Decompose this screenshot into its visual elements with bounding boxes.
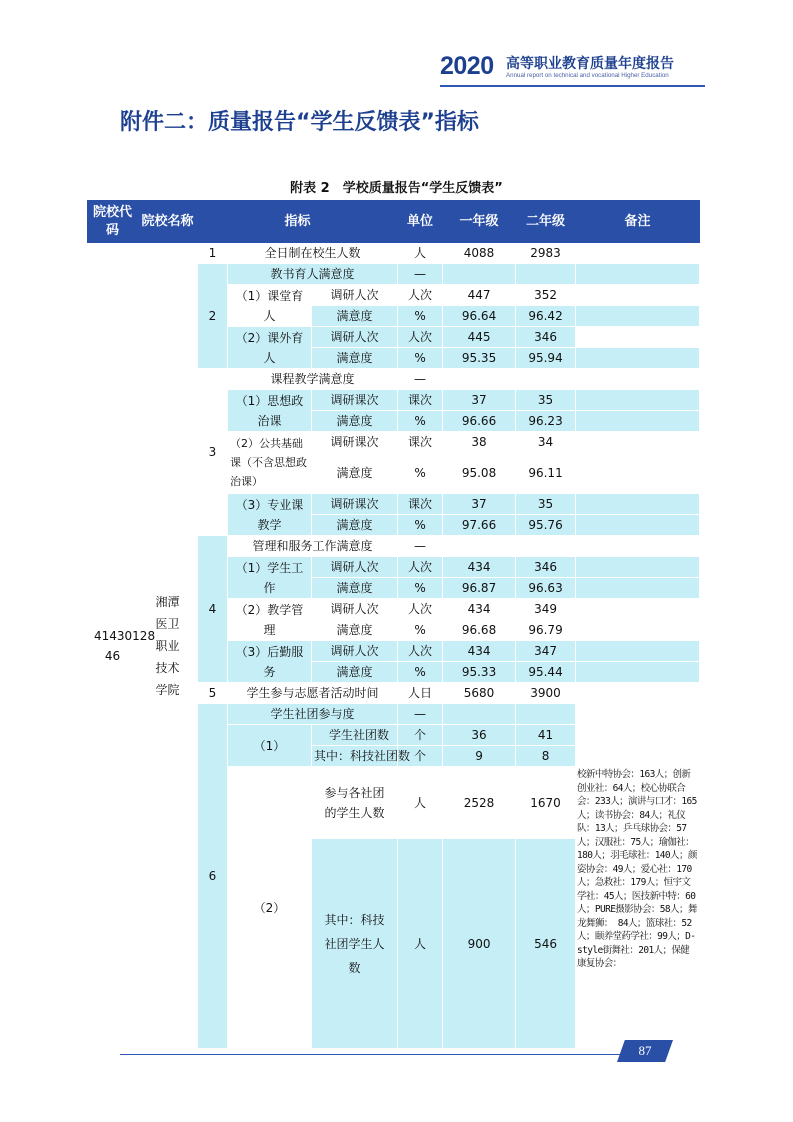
unit-cell: % bbox=[398, 306, 443, 327]
note-cell bbox=[576, 620, 700, 641]
grade2-cell: 96.79 bbox=[516, 620, 576, 641]
club-notes-cell: 校新中特协会：163人；创新创业社：64人；校心协联合会：233人；演讲与口才：165人；读书协会：84人；礼仪队：13人；乒乓球协会：57人；汉服社：75人；瑜伽社：180人；羽毛球社：140人；颜姿协会：49人；爱心社：170人；急救社：179人；恒宇文学社：45人；医技新中特：60人；PURE摄影协会：58人；舞龙舞狮： 84人；篮球社：52人；颐养堂药学社：99人；D-style街舞社：201人；保健康复协会： bbox=[576, 767, 700, 1049]
measure-label: 调研课次 bbox=[312, 432, 398, 453]
grade1-cell: 36 bbox=[443, 725, 516, 746]
measure-label: 满意度 bbox=[312, 453, 398, 494]
grade2-cell: 347 bbox=[516, 641, 576, 662]
note-cell bbox=[576, 306, 700, 327]
grade2-cell: 346 bbox=[516, 327, 576, 348]
grade2-cell: 96.42 bbox=[516, 306, 576, 327]
note-cell bbox=[576, 453, 700, 494]
unit-cell: % bbox=[398, 620, 443, 641]
grade1-cell: 96.68 bbox=[443, 620, 516, 641]
page-title: 附件二：质量报告“学生反馈表”指标 bbox=[120, 110, 479, 135]
grade1-cell: 96.87 bbox=[443, 578, 516, 599]
note-cell bbox=[576, 746, 700, 767]
grade2-cell: 95.94 bbox=[516, 348, 576, 369]
grade2-cell: 546 bbox=[516, 839, 576, 1049]
sub-indicator-label: （2）公共基础课（不含思想政治课） bbox=[228, 432, 312, 494]
note-cell bbox=[576, 557, 700, 578]
indicator-label: 教书育人满意度 bbox=[228, 264, 398, 285]
measure-label: 满意度 bbox=[312, 306, 398, 327]
unit-cell: 人 bbox=[398, 839, 443, 1049]
unit-cell: 课次 bbox=[398, 432, 443, 453]
school-name-cell: 湘潭医卫职业技术学院 bbox=[138, 243, 198, 1049]
unit-cell: 个 bbox=[398, 725, 443, 746]
grade2-cell bbox=[516, 704, 576, 725]
footer-divider bbox=[120, 1054, 640, 1055]
measure-label: 参与各社团的学生人数 bbox=[312, 767, 398, 839]
grade2-cell: 8 bbox=[516, 746, 576, 767]
grade1-cell: 96.66 bbox=[443, 411, 516, 432]
unit-cell: % bbox=[398, 348, 443, 369]
note-cell bbox=[576, 327, 700, 348]
unit-cell: 人次 bbox=[398, 285, 443, 306]
grade2-cell: 96.23 bbox=[516, 411, 576, 432]
unit-cell: 课次 bbox=[398, 390, 443, 411]
sub-indicator-label: （2）课外育人 bbox=[228, 327, 312, 369]
measure-label: 调研课次 bbox=[312, 390, 398, 411]
measure-label: 满意度 bbox=[312, 662, 398, 683]
measure-label: 调研人次 bbox=[312, 557, 398, 578]
indicator-label: 课程教学满意度 bbox=[228, 369, 398, 390]
note-cell bbox=[576, 390, 700, 411]
note-cell bbox=[576, 641, 700, 662]
grade2-cell bbox=[516, 369, 576, 390]
grade1-cell: 5680 bbox=[443, 683, 516, 704]
measure-label: 调研人次 bbox=[312, 285, 398, 306]
section-number: 1 bbox=[198, 243, 228, 264]
header-grade1: 一年级 bbox=[443, 201, 516, 243]
section-number: 2 bbox=[198, 264, 228, 369]
unit-cell: — bbox=[398, 536, 443, 557]
unit-cell: % bbox=[398, 411, 443, 432]
grade2-cell: 2983 bbox=[516, 243, 576, 264]
header-grade2: 二年级 bbox=[516, 201, 576, 243]
grade1-cell bbox=[443, 369, 516, 390]
measure-label: 满意度 bbox=[312, 411, 398, 432]
sub-indicator-label: （2） bbox=[228, 767, 312, 1049]
header-year: 2020 bbox=[440, 52, 494, 80]
note-cell bbox=[576, 725, 700, 746]
measure-label: 其中：科技社团学生人数 bbox=[312, 839, 398, 1049]
measure-label: 调研人次 bbox=[312, 641, 398, 662]
grade1-cell: 434 bbox=[443, 641, 516, 662]
grade1-cell: 38 bbox=[443, 432, 516, 453]
unit-cell: 人次 bbox=[398, 327, 443, 348]
grade1-cell: 900 bbox=[443, 839, 516, 1049]
table-header-row bbox=[88, 201, 700, 243]
note-cell bbox=[576, 515, 700, 536]
unit-cell: 人次 bbox=[398, 599, 443, 620]
indicator-label: 学生参与志愿者活动时间 bbox=[228, 683, 398, 704]
grade2-cell: 1670 bbox=[516, 767, 576, 839]
grade2-cell: 95.76 bbox=[516, 515, 576, 536]
grade2-cell: 41 bbox=[516, 725, 576, 746]
unit-cell: 个 bbox=[398, 746, 443, 767]
unit-cell: % bbox=[398, 662, 443, 683]
measure-label: 满意度 bbox=[312, 348, 398, 369]
grade1-cell: 37 bbox=[443, 494, 516, 515]
unit-cell: — bbox=[398, 264, 443, 285]
measure-label: 其中：科技社团数 bbox=[312, 746, 398, 767]
grade1-cell: 9 bbox=[443, 746, 516, 767]
grade2-cell: 352 bbox=[516, 285, 576, 306]
table-caption: 附表 2 学校质量报告“学生反馈表” bbox=[290, 181, 503, 196]
unit-cell: — bbox=[398, 704, 443, 725]
sub-indicator-label: （1）学生工作 bbox=[228, 557, 312, 599]
grade1-cell: 95.08 bbox=[443, 453, 516, 494]
note-cell bbox=[576, 494, 700, 515]
grade2-cell bbox=[516, 536, 576, 557]
indicator-label: 管理和服务工作满意度 bbox=[228, 536, 398, 557]
grade2-cell: 35 bbox=[516, 494, 576, 515]
section-number: 6 bbox=[198, 704, 228, 1049]
measure-label: 调研人次 bbox=[312, 599, 398, 620]
measure-label: 满意度 bbox=[312, 578, 398, 599]
measure-label: 满意度 bbox=[312, 620, 398, 641]
note-cell bbox=[576, 285, 700, 306]
indicator-label: 全日制在校生人数 bbox=[228, 243, 398, 264]
grade2-cell: 349 bbox=[516, 599, 576, 620]
note-cell bbox=[576, 599, 700, 620]
header-school-name: 院校名称 bbox=[138, 201, 198, 243]
unit-cell: — bbox=[398, 369, 443, 390]
grade1-cell: 434 bbox=[443, 599, 516, 620]
unit-cell: 课次 bbox=[398, 494, 443, 515]
unit-cell: 人 bbox=[398, 243, 443, 264]
grade2-cell: 95.44 bbox=[516, 662, 576, 683]
grade1-cell bbox=[443, 704, 516, 725]
student-feedback-table bbox=[87, 200, 700, 1049]
header-school-code: 院校代码 bbox=[88, 201, 138, 243]
section-number: 3 bbox=[198, 369, 228, 536]
section-number: 5 bbox=[198, 683, 228, 704]
header-subtitle: Annual report on technical and vocational Higher Education bbox=[506, 72, 669, 79]
sub-indicator-label: （1） bbox=[228, 725, 312, 767]
sub-indicator-label: （2）教学管理 bbox=[228, 599, 312, 641]
measure-label: 满意度 bbox=[312, 515, 398, 536]
grade1-cell: 97.66 bbox=[443, 515, 516, 536]
note-cell bbox=[576, 536, 700, 557]
sub-indicator-label: （3）后勤服务 bbox=[228, 641, 312, 683]
grade1-cell: 95.35 bbox=[443, 348, 516, 369]
grade1-cell bbox=[443, 264, 516, 285]
grade2-cell: 3900 bbox=[516, 683, 576, 704]
grade1-cell: 4088 bbox=[443, 243, 516, 264]
grade2-cell: 96.11 bbox=[516, 453, 576, 494]
grade1-cell bbox=[443, 536, 516, 557]
grade1-cell: 2528 bbox=[443, 767, 516, 839]
note-cell bbox=[576, 264, 700, 285]
header-divider bbox=[440, 85, 705, 87]
school-code-cell: 41430128 46 bbox=[88, 243, 138, 1049]
unit-cell: 人次 bbox=[398, 641, 443, 662]
sub-indicator-label: （1）思想政治课 bbox=[228, 390, 312, 432]
grade2-cell bbox=[516, 264, 576, 285]
indicator-label: 学生社团参与度 bbox=[228, 704, 398, 725]
measure-label: 学生社团数 bbox=[312, 725, 398, 746]
grade2-cell: 35 bbox=[516, 390, 576, 411]
header-unit: 单位 bbox=[398, 201, 443, 243]
grade1-cell: 37 bbox=[443, 390, 516, 411]
header-indicator: 指标 bbox=[198, 201, 398, 243]
grade1-cell: 96.64 bbox=[443, 306, 516, 327]
note-cell bbox=[576, 578, 700, 599]
note-cell bbox=[576, 348, 700, 369]
unit-cell: 人 bbox=[398, 767, 443, 839]
table-row bbox=[88, 243, 700, 264]
grade1-cell: 434 bbox=[443, 557, 516, 578]
measure-label: 调研人次 bbox=[312, 327, 398, 348]
note-cell bbox=[576, 243, 700, 264]
grade2-cell: 96.63 bbox=[516, 578, 576, 599]
report-header bbox=[440, 50, 700, 90]
note-cell bbox=[576, 411, 700, 432]
grade2-cell: 34 bbox=[516, 432, 576, 453]
header-title: 高等职业教育质量年度报告 bbox=[506, 56, 674, 72]
header-note: 备注 bbox=[576, 201, 700, 243]
unit-cell: % bbox=[398, 578, 443, 599]
grade2-cell: 346 bbox=[516, 557, 576, 578]
unit-cell: 人次 bbox=[398, 557, 443, 578]
grade1-cell: 447 bbox=[443, 285, 516, 306]
measure-label: 调研课次 bbox=[312, 494, 398, 515]
note-cell bbox=[576, 432, 700, 453]
note-cell bbox=[576, 683, 700, 704]
sub-indicator-label: （1）课堂育人 bbox=[228, 285, 312, 327]
note-cell bbox=[576, 704, 700, 725]
section-number: 4 bbox=[198, 536, 228, 683]
unit-cell: % bbox=[398, 453, 443, 494]
page-number: 87 bbox=[638, 1043, 652, 1058]
unit-cell: % bbox=[398, 515, 443, 536]
note-cell bbox=[576, 369, 700, 390]
grade1-cell: 95.33 bbox=[443, 662, 516, 683]
sub-indicator-label: （3）专业课教学 bbox=[228, 494, 312, 536]
grade1-cell: 445 bbox=[443, 327, 516, 348]
note-cell bbox=[576, 662, 700, 683]
unit-cell: 人日 bbox=[398, 683, 443, 704]
